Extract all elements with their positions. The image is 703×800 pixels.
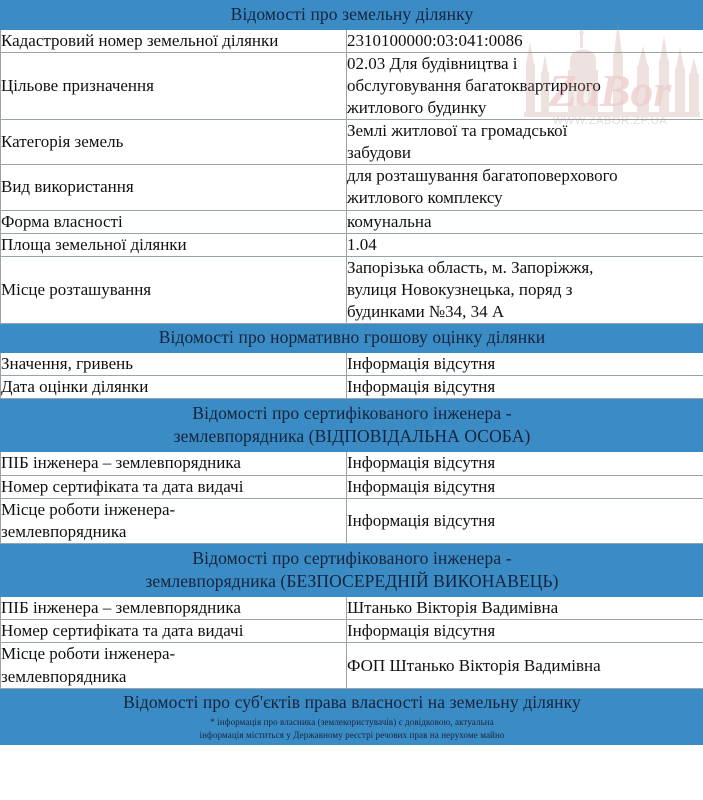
- row-value: [347, 120, 703, 165]
- row-label: [1, 165, 347, 210]
- text-line: Номер сертифіката та дата видачі: [1, 476, 244, 496]
- text-line: Інформація відсутня: [347, 353, 496, 373]
- text-line: Інформація відсутня: [347, 621, 496, 641]
- table-row: [1, 256, 703, 323]
- text-line: Місце роботи інженера-: [1, 499, 176, 519]
- section-header-row-owners: [1, 688, 703, 744]
- table-row: [1, 475, 703, 498]
- table-row: [1, 597, 703, 620]
- text-line: Форма власності: [1, 211, 123, 231]
- text-line: Площа земельної ділянки: [1, 234, 187, 254]
- table-row: [1, 52, 703, 119]
- text-line: Вид використання: [1, 177, 134, 197]
- row-value: [347, 352, 703, 375]
- text-line: 02.03 Для будівництва і: [347, 53, 518, 73]
- text-line: Інформація відсутня: [347, 476, 496, 496]
- text-line: землевпорядника (БЕЗПОСЕРЕДНІЙ ВИКОНАВЕЦЬ): [145, 570, 559, 591]
- text-line: Номер сертифіката та дата видачі: [1, 621, 244, 641]
- text-line: забудови: [347, 143, 411, 163]
- row-label: [1, 120, 347, 165]
- row-label: [1, 643, 347, 688]
- row-label: [1, 233, 347, 256]
- row-value: [347, 29, 703, 52]
- row-label: [1, 52, 347, 119]
- row-value: [347, 256, 703, 323]
- text-line: Відомості про сертифікованого інженера -: [192, 547, 512, 568]
- text-line: 2310100000:03:041:0086: [347, 30, 523, 50]
- text-line: Відомості про сертифікованого інженера -: [192, 402, 512, 423]
- table-row: [1, 233, 703, 256]
- row-value: [347, 375, 703, 398]
- row-label: [1, 210, 347, 233]
- text-line: Місце розташування: [1, 279, 152, 299]
- row-label: [1, 620, 347, 643]
- text-line: Відомості про земельну ділянку: [230, 4, 474, 24]
- row-label: [1, 375, 347, 398]
- text-line: Значення, гривень: [1, 353, 133, 373]
- row-label: [1, 597, 347, 620]
- text-line: Цільове призначення: [1, 75, 154, 95]
- text-line: землевпорядника: [1, 666, 127, 686]
- table-row: [1, 165, 703, 210]
- row-value: [347, 52, 703, 119]
- row-value: [347, 498, 703, 543]
- section-header-row-engineer-executor: [1, 543, 703, 597]
- row-value: [347, 475, 703, 498]
- table-row: [1, 352, 703, 375]
- owners-footnote: [9, 716, 695, 740]
- text-line: вулиця Новокузнецька, поряд з: [347, 279, 573, 299]
- text-line: Землі житлової та громадської: [347, 121, 568, 141]
- table-row: [1, 620, 703, 643]
- section-header-row-engineer-responsible: [1, 398, 703, 452]
- text-line: землевпорядника: [1, 521, 127, 541]
- row-value: [347, 165, 703, 210]
- section-header-row-valuation: [1, 323, 703, 352]
- row-label: [1, 475, 347, 498]
- footnote-line: інформація міститься у Державному реєстрі речових прав на нерухоме майно: [199, 729, 505, 740]
- text-line: Категорія земель: [1, 132, 124, 152]
- section-header-parcel: [1, 1, 703, 30]
- table-row: [1, 498, 703, 543]
- row-value: [347, 620, 703, 643]
- text-line: для розташування багатоповерхового: [347, 166, 618, 186]
- text-line: Місце роботи інженера-: [1, 644, 176, 664]
- footnote-line: * інформація про власника (землекористувачів) є довідковою, актуальна: [210, 717, 494, 728]
- table-row: [1, 210, 703, 233]
- row-value: [347, 643, 703, 688]
- text-line: Інформація відсутня: [347, 510, 496, 530]
- text-line: житлового комплексу: [347, 188, 503, 208]
- text-line: ПІБ інженера – землевпорядника: [1, 598, 241, 618]
- text-line: ФОП Штанько Вікторія Вадимівна: [347, 655, 601, 675]
- text-line: комунальна: [347, 211, 432, 231]
- row-value: [347, 452, 703, 475]
- text-line: Кадастровий номер земельної ділянки: [1, 30, 279, 50]
- table-row: [1, 375, 703, 398]
- text-line: Інформація відсутня: [347, 376, 496, 396]
- row-value: [347, 233, 703, 256]
- section-header-row-parcel: [1, 1, 703, 30]
- table-row: [1, 29, 703, 52]
- text-line: 1.04: [347, 234, 377, 254]
- section-header-engineer-responsible: [1, 398, 703, 452]
- watermark-brand-text: ZaBor: [548, 65, 672, 116]
- text-line: житлового будинку: [347, 98, 487, 118]
- row-label: [1, 256, 347, 323]
- row-value: [347, 597, 703, 620]
- section-header-valuation: [1, 323, 703, 352]
- row-value: [347, 210, 703, 233]
- row-label: [1, 452, 347, 475]
- owners-section-title: Відомості про суб'єктів права власності на земельну ділянку: [123, 691, 581, 712]
- section-header-engineer-executor: [1, 543, 703, 597]
- row-label: [1, 352, 347, 375]
- row-label: [1, 29, 347, 52]
- text-line: Запорізька область, м. Запоріжжя,: [347, 257, 594, 277]
- table-row: [1, 452, 703, 475]
- row-label: [1, 498, 347, 543]
- table-row: [1, 643, 703, 688]
- text-line: Штанько Вікторія Вадимівна: [347, 598, 559, 618]
- table-body: [1, 1, 703, 745]
- text-line: будинками №34, 34 А: [347, 301, 505, 321]
- section-header-owners: [1, 688, 703, 744]
- text-line: Дата оцінки ділянки: [1, 376, 149, 396]
- text-line: обслуговування багатоквартирного: [347, 75, 601, 95]
- table-row: [1, 120, 703, 165]
- text-line: землевпорядника (ВІДПОВІДАЛЬНА ОСОБА): [173, 425, 531, 446]
- text-line: ПІБ інженера – землевпорядника: [1, 453, 241, 473]
- text-line: Інформація відсутня: [347, 453, 496, 473]
- text-line: Відомості про нормативно грошову оцінку ділянки: [158, 326, 546, 347]
- watermark-url-text: WWW.ZABOR.ZP.UA: [552, 115, 668, 127]
